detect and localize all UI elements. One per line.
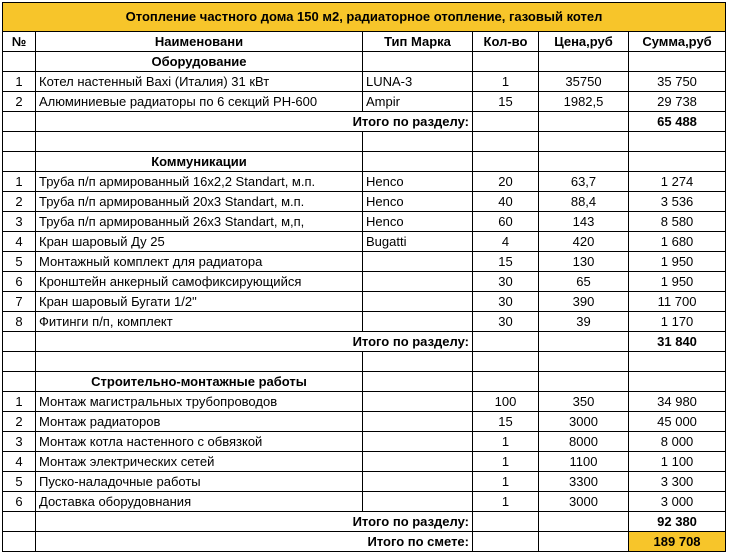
empty-cell xyxy=(539,332,629,352)
section-total-label: Итого по разделу: xyxy=(36,512,473,532)
row-name: Кран шаровый Бугати 1/2" xyxy=(36,292,363,312)
empty-cell xyxy=(473,512,539,532)
row-qty: 4 xyxy=(473,232,539,252)
table-row xyxy=(3,492,726,512)
empty-cell xyxy=(629,152,726,172)
table-row xyxy=(3,212,726,232)
empty-cell xyxy=(473,152,539,172)
row-num: 2 xyxy=(3,412,36,432)
row-price: 420 xyxy=(539,232,629,252)
row-name: Кран шаровый Ду 25 xyxy=(36,232,363,252)
row-price: 130 xyxy=(539,252,629,272)
estimate-sheet xyxy=(2,2,726,552)
row-qty: 20 xyxy=(473,172,539,192)
row-type: LUNA-3 xyxy=(363,72,473,92)
section-heading-row xyxy=(3,52,726,72)
empty-cell xyxy=(3,332,36,352)
row-num: 1 xyxy=(3,172,36,192)
row-type xyxy=(363,252,473,272)
empty-cell xyxy=(36,132,363,152)
table-row xyxy=(3,412,726,432)
row-sum: 8 000 xyxy=(629,432,726,452)
empty-cell xyxy=(629,132,726,152)
empty-cell xyxy=(3,372,36,392)
row-type xyxy=(363,472,473,492)
table-row xyxy=(3,272,726,292)
row-qty: 100 xyxy=(473,392,539,412)
title-row xyxy=(3,3,726,32)
row-sum: 3 000 xyxy=(629,492,726,512)
table-row xyxy=(3,192,726,212)
grand-total-row xyxy=(3,532,726,552)
row-type xyxy=(363,452,473,472)
row-qty: 30 xyxy=(473,272,539,292)
empty-cell xyxy=(3,352,36,372)
empty-cell xyxy=(473,132,539,152)
empty-cell xyxy=(473,532,539,552)
row-name: Алюминиевые радиаторы по 6 секций PH-600 xyxy=(36,92,363,112)
row-name: Труба п/п армированный 26х3 Standart, м,п, xyxy=(36,212,363,232)
section-title: Коммуникации xyxy=(36,152,363,172)
row-type: Henco xyxy=(363,192,473,212)
row-price: 63,7 xyxy=(539,172,629,192)
empty-cell xyxy=(363,372,473,392)
row-sum: 1 950 xyxy=(629,272,726,292)
row-price: 8000 xyxy=(539,432,629,452)
empty-cell xyxy=(629,52,726,72)
empty-cell xyxy=(539,512,629,532)
table-row xyxy=(3,312,726,332)
empty-cell xyxy=(3,152,36,172)
row-price: 88,4 xyxy=(539,192,629,212)
row-sum: 11 700 xyxy=(629,292,726,312)
row-qty: 1 xyxy=(473,432,539,452)
row-sum: 3 536 xyxy=(629,192,726,212)
estimate-table xyxy=(2,2,726,552)
header-price: Цена,руб xyxy=(539,32,629,52)
row-sum: 8 580 xyxy=(629,212,726,232)
row-price: 3300 xyxy=(539,472,629,492)
row-name: Доставка оборудовнания xyxy=(36,492,363,512)
section-title: Строительно-монтажные работы xyxy=(36,372,363,392)
section-total-value: 92 380 xyxy=(629,512,726,532)
empty-cell xyxy=(539,112,629,132)
table-row xyxy=(3,92,726,112)
section-total-row xyxy=(3,112,726,132)
row-qty: 1 xyxy=(473,492,539,512)
row-num: 2 xyxy=(3,92,36,112)
empty-cell xyxy=(539,372,629,392)
grand-total-value: 189 708 xyxy=(629,532,726,552)
row-type: Ampir xyxy=(363,92,473,112)
row-qty: 15 xyxy=(473,412,539,432)
header-sum: Сумма,руб xyxy=(629,32,726,52)
row-num: 4 xyxy=(3,452,36,472)
row-price: 39 xyxy=(539,312,629,332)
row-sum: 29 738 xyxy=(629,92,726,112)
empty-cell xyxy=(473,332,539,352)
row-sum: 1 680 xyxy=(629,232,726,252)
section-heading-row xyxy=(3,152,726,172)
row-qty: 1 xyxy=(473,72,539,92)
row-num: 6 xyxy=(3,492,36,512)
row-num: 5 xyxy=(3,472,36,492)
section-total-row xyxy=(3,512,726,532)
spacer-row xyxy=(3,132,726,152)
table-row xyxy=(3,432,726,452)
row-type: Bugatti xyxy=(363,232,473,252)
empty-cell xyxy=(539,52,629,72)
table-row xyxy=(3,452,726,472)
section-total-value: 65 488 xyxy=(629,112,726,132)
section-total-value: 31 840 xyxy=(629,332,726,352)
page-title: Отопление частного дома 150 м2, радиаторное отопление, газовый котел xyxy=(3,3,726,32)
empty-cell xyxy=(36,352,363,372)
section-total-label: Итого по разделу: xyxy=(36,112,473,132)
row-type xyxy=(363,432,473,452)
row-name: Монтаж котла настенного с обвязкой xyxy=(36,432,363,452)
estimate-table-body xyxy=(3,3,726,552)
empty-cell xyxy=(363,152,473,172)
empty-cell xyxy=(539,132,629,152)
row-name: Пуско-наладочные работы xyxy=(36,472,363,492)
row-name: Монтажный комплект для радиатора xyxy=(36,252,363,272)
table-row xyxy=(3,292,726,312)
row-num: 2 xyxy=(3,192,36,212)
row-num: 7 xyxy=(3,292,36,312)
row-num: 1 xyxy=(3,392,36,412)
empty-cell xyxy=(539,352,629,372)
header-num: № xyxy=(3,32,36,52)
row-type xyxy=(363,492,473,512)
row-name: Монтаж радиаторов xyxy=(36,412,363,432)
table-row xyxy=(3,252,726,272)
row-num: 1 xyxy=(3,72,36,92)
row-name: Котел настенный Baxi (Италия) 31 кВт xyxy=(36,72,363,92)
row-sum: 3 300 xyxy=(629,472,726,492)
header-qty: Кол-во xyxy=(473,32,539,52)
row-name: Кронштейн анкерный самофиксирующийся xyxy=(36,272,363,292)
row-qty: 1 xyxy=(473,472,539,492)
row-type: Henco xyxy=(363,212,473,232)
row-qty: 30 xyxy=(473,312,539,332)
row-sum: 1 100 xyxy=(629,452,726,472)
row-sum: 45 000 xyxy=(629,412,726,432)
row-sum: 1 274 xyxy=(629,172,726,192)
section-total-row xyxy=(3,332,726,352)
row-sum: 1 170 xyxy=(629,312,726,332)
grand-total-label: Итого по смете: xyxy=(36,532,473,552)
empty-cell xyxy=(629,372,726,392)
row-name: Монтаж электрических сетей xyxy=(36,452,363,472)
row-qty: 15 xyxy=(473,252,539,272)
row-type xyxy=(363,272,473,292)
section-total-label: Итого по разделу: xyxy=(36,332,473,352)
section-heading-row xyxy=(3,372,726,392)
row-qty: 1 xyxy=(473,452,539,472)
header-name: Наименовани xyxy=(36,32,363,52)
row-num: 3 xyxy=(3,432,36,452)
row-name: Труба п/п армированный 16х2,2 Standart, м.п. xyxy=(36,172,363,192)
row-price: 35750 xyxy=(539,72,629,92)
row-num: 8 xyxy=(3,312,36,332)
row-type xyxy=(363,392,473,412)
row-price: 1100 xyxy=(539,452,629,472)
empty-cell xyxy=(363,52,473,72)
empty-cell xyxy=(539,152,629,172)
row-price: 390 xyxy=(539,292,629,312)
empty-cell xyxy=(3,512,36,532)
row-type xyxy=(363,292,473,312)
row-qty: 40 xyxy=(473,192,539,212)
row-name: Труба п/п армированный 20х3 Standart, м.п. xyxy=(36,192,363,212)
empty-cell xyxy=(473,352,539,372)
row-sum: 35 750 xyxy=(629,72,726,92)
row-type: Henco xyxy=(363,172,473,192)
empty-cell xyxy=(363,132,473,152)
section-title: Оборудование xyxy=(36,52,363,72)
row-name: Фитинги п/п, комплект xyxy=(36,312,363,332)
row-price: 3000 xyxy=(539,412,629,432)
empty-cell xyxy=(539,532,629,552)
table-row xyxy=(3,172,726,192)
empty-cell xyxy=(473,372,539,392)
empty-cell xyxy=(3,132,36,152)
row-num: 4 xyxy=(3,232,36,252)
empty-cell xyxy=(473,52,539,72)
table-row xyxy=(3,232,726,252)
row-num: 3 xyxy=(3,212,36,232)
row-price: 65 xyxy=(539,272,629,292)
row-price: 1982,5 xyxy=(539,92,629,112)
row-sum: 34 980 xyxy=(629,392,726,412)
row-name: Монтаж магистральных трубопроводов xyxy=(36,392,363,412)
table-row xyxy=(3,472,726,492)
row-qty: 30 xyxy=(473,292,539,312)
row-type xyxy=(363,312,473,332)
header-row xyxy=(3,32,726,52)
row-type xyxy=(363,412,473,432)
row-num: 6 xyxy=(3,272,36,292)
empty-cell xyxy=(473,112,539,132)
spacer-row xyxy=(3,352,726,372)
empty-cell xyxy=(363,352,473,372)
table-row xyxy=(3,392,726,412)
row-price: 350 xyxy=(539,392,629,412)
row-qty: 60 xyxy=(473,212,539,232)
row-price: 3000 xyxy=(539,492,629,512)
row-price: 143 xyxy=(539,212,629,232)
empty-cell xyxy=(3,112,36,132)
empty-cell xyxy=(3,52,36,72)
empty-cell xyxy=(629,352,726,372)
header-type: Тип Марка xyxy=(363,32,473,52)
row-sum: 1 950 xyxy=(629,252,726,272)
empty-cell xyxy=(3,532,36,552)
row-num: 5 xyxy=(3,252,36,272)
row-qty: 15 xyxy=(473,92,539,112)
table-row xyxy=(3,72,726,92)
